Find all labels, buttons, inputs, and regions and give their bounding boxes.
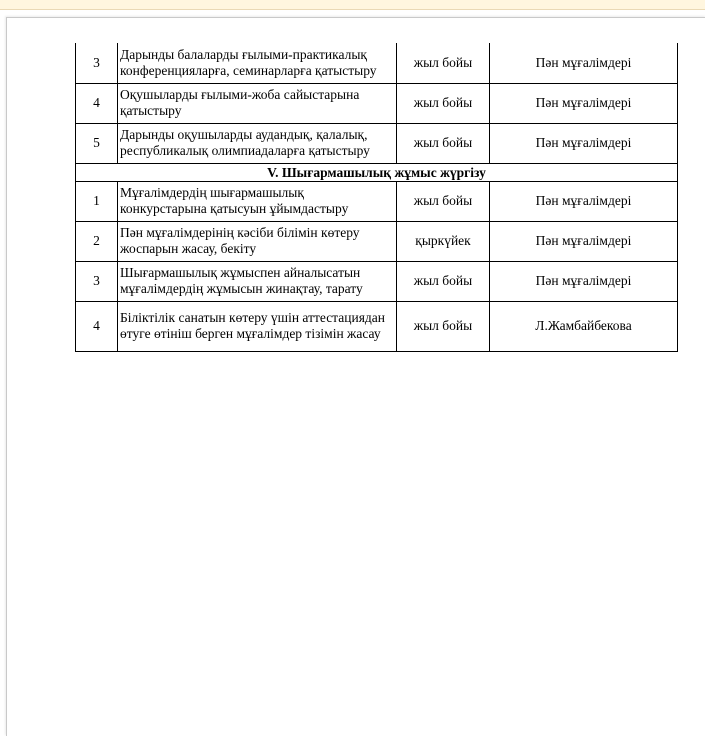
section-header-row bbox=[76, 163, 678, 181]
task-cell: Мұғалімдердің шығармашылық конкурстарына қатысуын ұйымдастыру bbox=[118, 181, 397, 221]
task-cell: Пән мұғалімдерінің кәсіби білімін көтеру жоспарын жасау, бекіту bbox=[118, 221, 397, 261]
task-cell: Оқушыларды ғылыми-жоба сайыстарына қатыстыру bbox=[118, 83, 397, 123]
term-cell: жыл бойы bbox=[397, 123, 490, 163]
responsible-cell: Пән мұғалімдері bbox=[490, 123, 678, 163]
row-number: 1 bbox=[76, 181, 118, 221]
term-cell: жыл бойы bbox=[397, 301, 490, 351]
term-cell: жыл бойы bbox=[397, 43, 490, 83]
responsible-cell: Пән мұғалімдері bbox=[490, 43, 678, 83]
term-cell: қыркүйек bbox=[397, 221, 490, 261]
table-row bbox=[76, 123, 678, 163]
table-row bbox=[76, 181, 678, 221]
row-number: 3 bbox=[76, 43, 118, 83]
responsible-cell: Пән мұғалімдері bbox=[490, 261, 678, 301]
row-number: 2 bbox=[76, 221, 118, 261]
plan-table bbox=[75, 43, 678, 352]
table-row bbox=[76, 43, 678, 83]
table-row bbox=[76, 261, 678, 301]
task-cell: Дарынды балаларды ғылыми-практикалық конференцияларға, семинарларға қатыстыру bbox=[118, 43, 397, 83]
row-number: 3 bbox=[76, 261, 118, 301]
responsible-cell: Л.Жамбайбекова bbox=[490, 301, 678, 351]
row-number: 4 bbox=[76, 83, 118, 123]
responsible-cell: Пән мұғалімдері bbox=[490, 221, 678, 261]
table-row bbox=[76, 301, 678, 351]
term-cell: жыл бойы bbox=[397, 261, 490, 301]
table-row bbox=[76, 221, 678, 261]
row-number: 5 bbox=[76, 123, 118, 163]
term-cell: жыл бойы bbox=[397, 83, 490, 123]
row-number: 4 bbox=[76, 301, 118, 351]
task-cell: Біліктілік санатын көтеру үшін аттестациядан өтуге өтініш берген мұғалімдер тізімін жасау bbox=[118, 301, 397, 351]
term-cell: жыл бойы bbox=[397, 181, 490, 221]
task-cell: Шығармашылық жұмыспен айналысатын мұғалімдердің жұмысын жинақтау, тарату bbox=[118, 261, 397, 301]
top-toolbar-band bbox=[0, 0, 705, 10]
responsible-cell: Пән мұғалімдері bbox=[490, 83, 678, 123]
task-cell: Дарынды оқушыларды аудандық, қалалық, республикалық олимпиадаларға қатыстыру bbox=[118, 123, 397, 163]
table-row bbox=[76, 83, 678, 123]
section-title: V. Шығармашылық жұмыс жүргізу bbox=[76, 163, 678, 181]
responsible-cell: Пән мұғалімдері bbox=[490, 181, 678, 221]
